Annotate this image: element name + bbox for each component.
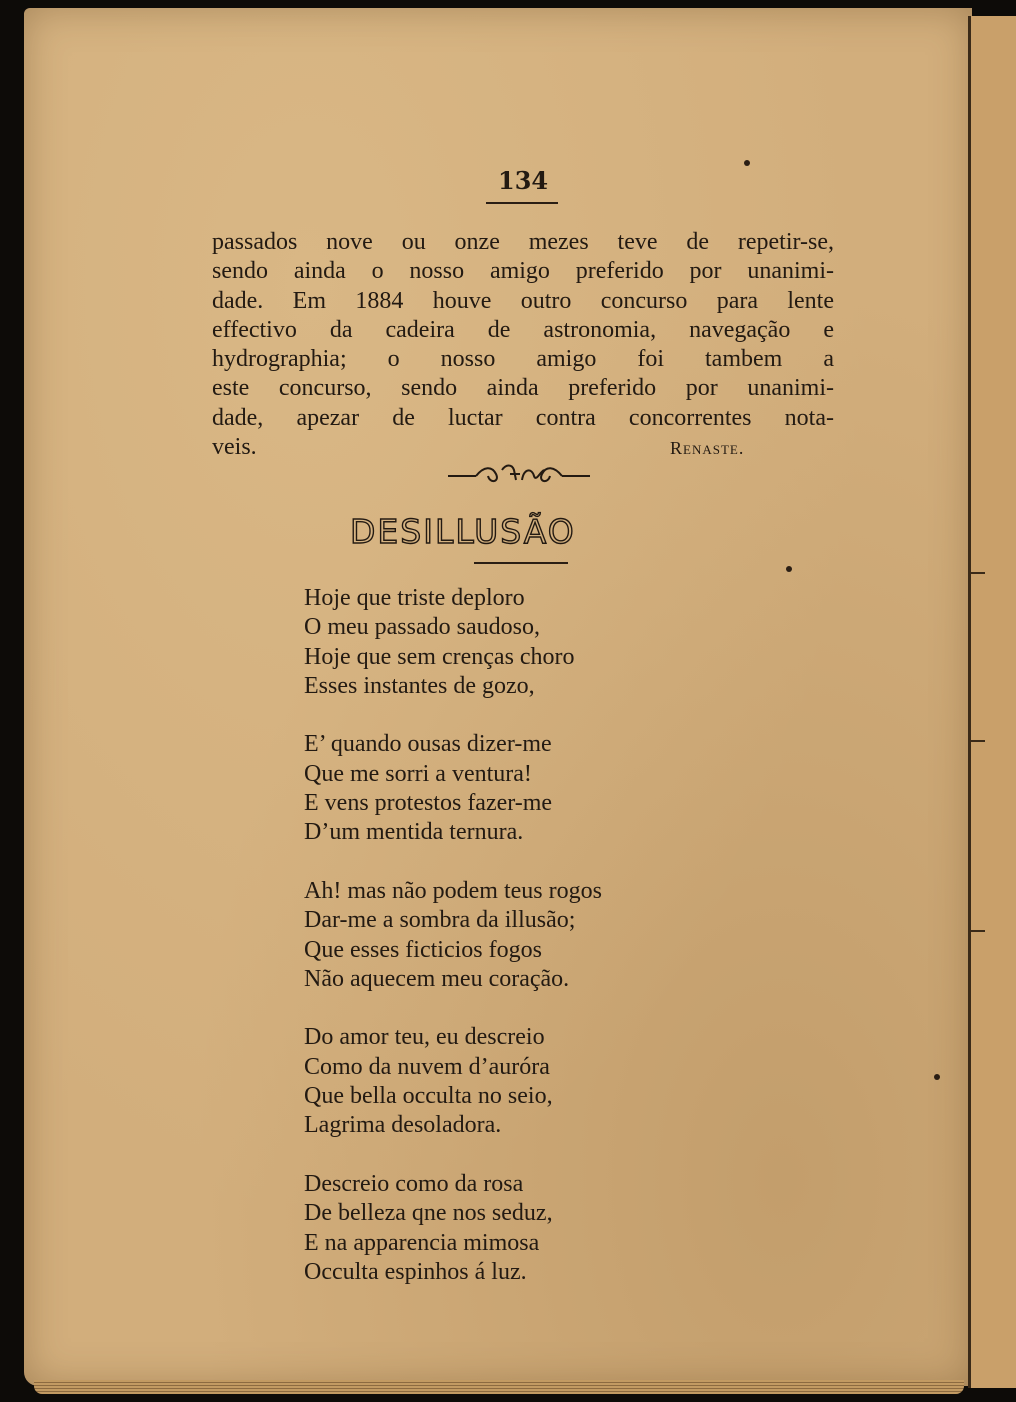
verse-line: Dar-me a sombra da illusão; <box>304 907 576 934</box>
verse-line: Descreio como da rosa <box>304 1170 524 1197</box>
verse-line: D’um mentida ternura. <box>304 819 524 846</box>
author-signature: Renaste. <box>670 438 745 458</box>
verse-line: Hoje que sem crenças choro <box>304 643 575 670</box>
verse-line: Hoje que triste deploro <box>304 585 525 611</box>
verse-line: E vens protestos fazer-me <box>304 790 553 817</box>
poem-title: DESILLUSÃO <box>350 512 576 551</box>
page-number: 134 <box>498 166 549 195</box>
edge-mark <box>971 930 985 932</box>
ink-spot <box>786 566 792 572</box>
prose-paragraph <box>212 228 834 462</box>
verse-line: Que bella occulta no seio, <box>304 1083 553 1110</box>
next-page-edge <box>968 16 1016 1388</box>
verse-line: Como da nuvem d’auróra <box>304 1053 550 1080</box>
verse-line: E na apparencia mimosa <box>304 1229 540 1256</box>
prose-line: este concurso, sendo ainda preferido por unanimi- <box>212 375 834 402</box>
stanza <box>304 877 602 994</box>
verse-line: Não aquecem meu coração. <box>304 965 570 992</box>
verse-line: Esses instantes de gozo, <box>304 672 535 699</box>
prose-line: veis. <box>212 434 257 461</box>
verse-line: Que esses ficticios fogos <box>304 936 542 963</box>
verse-line: E’ quando ousas dizer-me <box>304 731 552 758</box>
title-rule <box>474 562 568 564</box>
stanza <box>304 584 602 701</box>
prose-line: passados nove ou onze mezes teve de repetir-se, <box>212 229 834 255</box>
verse-line: O meu passado saudoso, <box>304 614 540 641</box>
verse-line: Do amor teu, eu descreio <box>304 1024 545 1051</box>
edge-mark <box>971 572 985 574</box>
poem <box>304 584 602 1316</box>
ink-spot <box>934 1074 940 1080</box>
verse-line: Occulta espinhos á luz. <box>304 1258 527 1285</box>
verse-line: De belleza qne nos seduz, <box>304 1200 553 1227</box>
ink-spot <box>744 160 750 166</box>
stanza <box>304 730 602 847</box>
prose-line: sendo ainda o nosso amigo preferido por unanimi- <box>212 258 834 285</box>
stanza <box>304 1023 602 1140</box>
prose-line: dade, apezar de luctar contra concorrentes nota- <box>212 404 834 431</box>
ornament-divider <box>446 462 592 486</box>
verse-line: Que me sorri a ventura! <box>304 760 532 787</box>
prose-line: dade. Em 1884 houve outro concurso para lente <box>212 287 834 314</box>
prose-line: hydrographia; o nosso amigo foi tambem a <box>212 346 834 373</box>
verse-line: Ah! mas não podem teus rogos <box>304 877 602 904</box>
stanza <box>304 1170 602 1287</box>
prose-line: effectivo da cadeira de astronomia, navegação e <box>212 316 834 343</box>
verse-line: Lagrima desoladora. <box>304 1112 502 1139</box>
edge-mark <box>971 740 985 742</box>
page-number-rule <box>486 202 558 204</box>
page-stack-edge <box>34 1380 964 1394</box>
